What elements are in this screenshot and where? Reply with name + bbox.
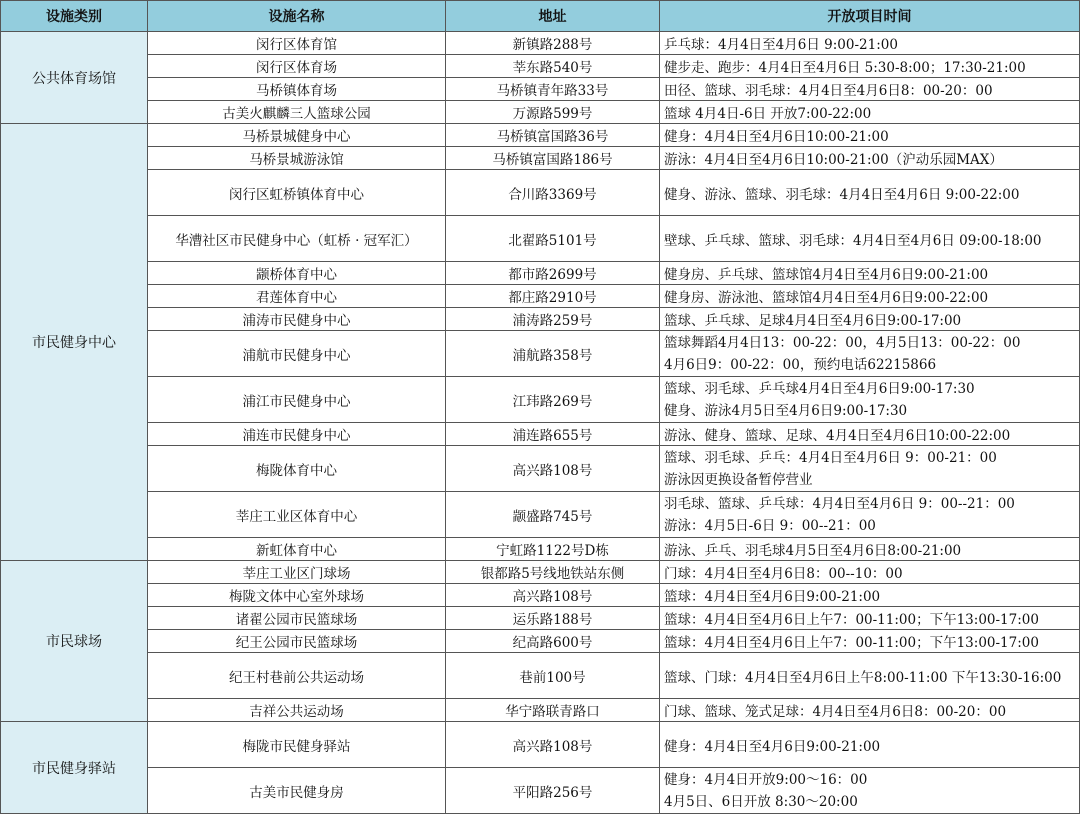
facility-name: 梅陇市民健身驿站 — [148, 722, 446, 768]
hours-line: 健身：4月4日至4月6日9:00-21:00 — [664, 738, 881, 755]
facility-name: 纪王公园市民篮球场 — [148, 630, 446, 653]
hours-line: 篮球、羽毛球、乒乓球4月4日至4月6日9:00-17:30 — [664, 380, 975, 397]
facility-address: 高兴路108号 — [446, 584, 660, 607]
header-hours: 开放项目时间 — [660, 0, 1080, 32]
hours-line: 游泳、健身、篮球、足球、4月4日至4月6日10:00-22:00 — [664, 428, 1011, 444]
facility-name: 梅陇体育中心 — [148, 446, 446, 492]
header-category: 设施类别 — [0, 0, 148, 32]
hours-line: 游泳：4月5日-6日 9：00--21：00 — [664, 517, 876, 534]
hours-line: 健身房、游泳池、篮球馆4月4日至4月6日9:00-22:00 — [664, 290, 989, 306]
hours-line: 健步走、跑步：4月4日至4月6日 5:30-8:00；17:30-21:00 — [664, 60, 1026, 76]
category-cell: 公共体育场馆 — [0, 32, 148, 124]
facility-name: 吉祥公共运动场 — [148, 699, 446, 722]
hours-line: 篮球、乒乓球、足球4月4日至4月6日9:00-17:00 — [664, 313, 962, 329]
hours-line: 田径、篮球、羽毛球：4月4日至4月6日8：00-20：00 — [664, 83, 993, 99]
facility-name: 古美市民健身房 — [148, 768, 446, 814]
facility-address: 巷前100号 — [446, 653, 660, 699]
facility-hours — [660, 630, 1080, 653]
facility-address: 都市路2699号 — [446, 262, 660, 285]
facility-hours — [660, 699, 1080, 722]
facility-address: 马桥镇富国路186号 — [446, 147, 660, 170]
facility-hours — [660, 446, 1080, 492]
facility-address: 颛盛路745号 — [446, 492, 660, 538]
facility-hours — [660, 101, 1080, 124]
header-name: 设施名称 — [148, 0, 446, 32]
facility-address: 浦涛路259号 — [446, 308, 660, 331]
facility-name: 华漕社区市民健身中心（虹桥 · 冠军汇） — [148, 216, 446, 262]
facility-name: 莘庄工业区门球场 — [148, 561, 446, 584]
facility-hours — [660, 308, 1080, 331]
facility-hours — [660, 722, 1080, 768]
facility-name: 诸翟公园市民篮球场 — [148, 607, 446, 630]
facility-address: 宁虹路1122号D栋 — [446, 538, 660, 561]
facility-hours — [660, 262, 1080, 285]
facility-hours — [660, 331, 1080, 377]
category-cell: 市民健身中心 — [0, 124, 148, 561]
facility-hours — [660, 78, 1080, 101]
facility-name: 浦航市民健身中心 — [148, 331, 446, 377]
facility-address: 高兴路108号 — [446, 722, 660, 768]
facility-address: 运乐路188号 — [446, 607, 660, 630]
facility-address: 高兴路108号 — [446, 446, 660, 492]
hours-line: 健身：4月4日至4月6日10:00-21:00 — [664, 129, 889, 145]
facility-address: 都庄路2910号 — [446, 285, 660, 308]
facility-name: 颛桥体育中心 — [148, 262, 446, 285]
facility-hours — [660, 561, 1080, 584]
category-cell: 市民球场 — [0, 561, 148, 722]
facility-name: 浦涛市民健身中心 — [148, 308, 446, 331]
facility-name: 梅陇文体中心室外球场 — [148, 584, 446, 607]
facility-address: 北翟路5101号 — [446, 216, 660, 262]
facility-name: 马桥镇体育场 — [148, 78, 446, 101]
facility-address: 马桥镇富国路36号 — [446, 124, 660, 147]
facility-address: 江玮路269号 — [446, 377, 660, 423]
hours-line: 4月5日、6日开放 8:30～20:00 — [664, 793, 858, 810]
hours-line: 健身、游泳、篮球、羽毛球：4月4日至4月6日 9:00-22:00 — [664, 186, 1020, 203]
facility-address: 合川路3369号 — [446, 170, 660, 216]
facility-name: 闵行区体育馆 — [148, 32, 446, 55]
facility-hours — [660, 584, 1080, 607]
header-address: 地址 — [446, 0, 660, 32]
facility-address: 银都路5号线地铁站东侧 — [446, 561, 660, 584]
facility-hours — [660, 124, 1080, 147]
facility-name: 闵行区虹桥镇体育中心 — [148, 170, 446, 216]
facility-hours — [660, 32, 1080, 55]
facility-hours — [660, 653, 1080, 699]
facility-name: 纪王村巷前公共运动场 — [148, 653, 446, 699]
facility-address: 平阳路256号 — [446, 768, 660, 814]
hours-line: 壁球、乒乓球、篮球、羽毛球：4月4日至4月6日 09:00-18:00 — [664, 232, 1042, 249]
hours-line: 健身、游泳4月5日至4月6日9:00-17:30 — [664, 402, 908, 419]
hours-line: 4月6日9：00-22：00，预约电话62215866 — [664, 356, 937, 373]
facility-name: 马桥景城健身中心 — [148, 124, 446, 147]
facility-address: 万源路599号 — [446, 101, 660, 124]
facility-hours — [660, 147, 1080, 170]
hours-line: 篮球、羽毛球、乒乓：4月4日至4月6日 9：00-21：00 — [664, 449, 997, 466]
hours-line: 羽毛球、篮球、乒乓球：4月4日至4月6日 9：00--21：00 — [664, 495, 1015, 512]
facility-hours — [660, 768, 1080, 814]
facility-name: 新虹体育中心 — [148, 538, 446, 561]
facility-hours — [660, 377, 1080, 423]
facility-name: 古美火麒麟三人篮球公园 — [148, 101, 446, 124]
hours-line: 乒乓球：4月4日至4月6日 9:00-21:00 — [664, 37, 898, 53]
facility-address: 马桥镇青年路33号 — [446, 78, 660, 101]
facility-hours — [660, 492, 1080, 538]
facility-hours — [660, 607, 1080, 630]
category-cell: 市民健身驿站 — [0, 722, 148, 814]
hours-line: 健身：4月4日开放9:00～16：00 — [664, 771, 868, 788]
facility-hours — [660, 170, 1080, 216]
facility-name: 莘庄工业区体育中心 — [148, 492, 446, 538]
hours-line: 篮球、门球：4月4日至4月6日上午8:00-11:00 下午13:30-16:00 — [664, 669, 1062, 686]
facility-hours — [660, 423, 1080, 446]
hours-line: 篮球舞蹈4月4日13：00-22：00，4月5日13：00-22：00 — [664, 334, 1021, 351]
facility-hours — [660, 285, 1080, 308]
facility-hours — [660, 538, 1080, 561]
facility-address: 新镇路288号 — [446, 32, 660, 55]
hours-line: 游泳因更换设备暂停营业 — [664, 471, 813, 488]
facility-address: 浦航路358号 — [446, 331, 660, 377]
facility-name: 浦江市民健身中心 — [148, 377, 446, 423]
hours-line: 门球：4月4日至4月6日8：00--10：00 — [664, 566, 903, 582]
hours-line: 篮球：4月4日至4月6日9:00-21:00 — [664, 589, 881, 605]
hours-line: 篮球：4月4日至4月6日上午7：00-11:00；下午13:00-17:00 — [664, 612, 1039, 628]
hours-line: 健身房、乒乓球、篮球馆4月4日至4月6日9:00-21:00 — [664, 267, 989, 283]
facility-name: 君莲体育中心 — [148, 285, 446, 308]
facility-address: 纪高路600号 — [446, 630, 660, 653]
facility-address: 华宁路联青路口 — [446, 699, 660, 722]
hours-line: 游泳、乒乓、羽毛球4月5日至4月6日8:00-21:00 — [664, 543, 962, 559]
facility-address: 浦连路655号 — [446, 423, 660, 446]
hours-line: 门球、篮球、笼式足球：4月4日至4月6日8：00-20：00 — [664, 704, 1007, 720]
facility-address: 莘东路540号 — [446, 55, 660, 78]
hours-line: 游泳：4月4日至4月6日10:00-21:00（沪动乐园MAX） — [664, 152, 1003, 168]
facility-hours — [660, 216, 1080, 262]
facility-name: 马桥景城游泳馆 — [148, 147, 446, 170]
facility-name: 浦连市民健身中心 — [148, 423, 446, 446]
facility-hours — [660, 55, 1080, 78]
hours-line: 篮球 4月4日-6日 开放7:00-22:00 — [664, 106, 872, 122]
hours-line: 篮球：4月4日至4月6日上午7：00-11:00；下午13:00-17:00 — [664, 635, 1039, 651]
facility-name: 闵行区体育场 — [148, 55, 446, 78]
